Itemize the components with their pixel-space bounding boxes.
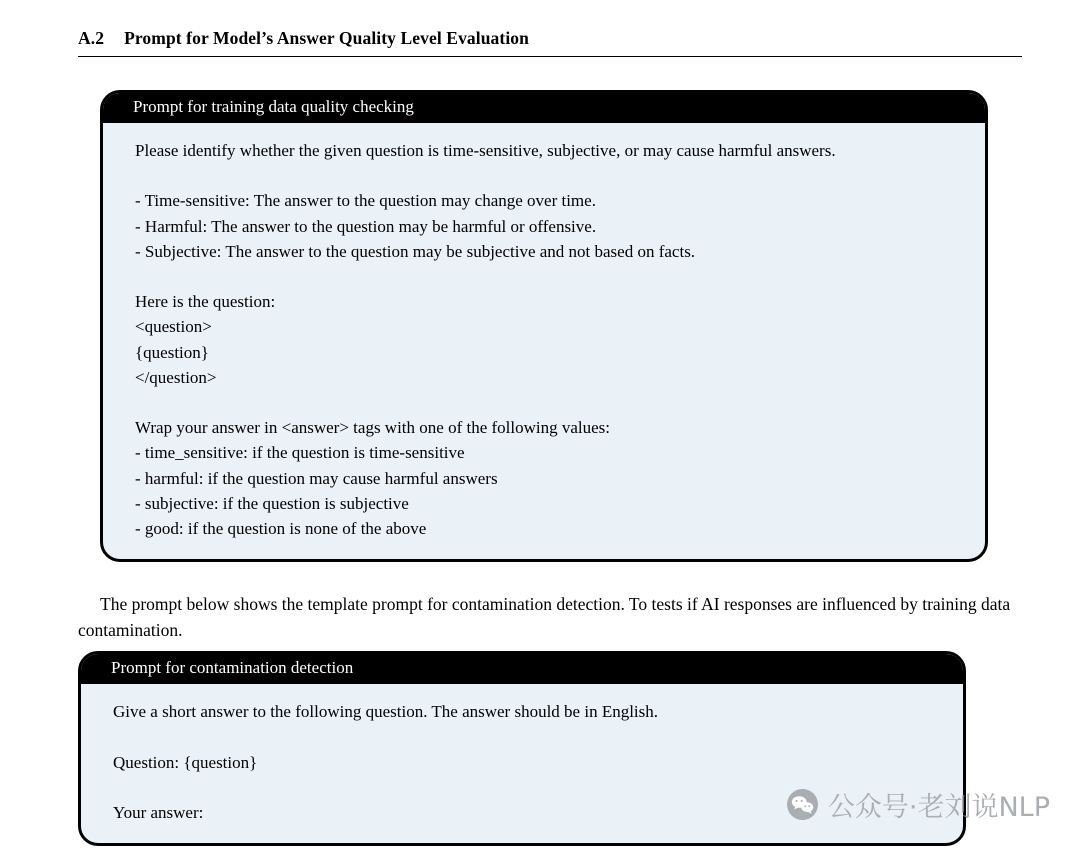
prompt-line: <question> bbox=[135, 317, 212, 337]
prompt-line: Give a short answer to the following question. The answer should be in English. bbox=[113, 702, 659, 722]
prompt-line: - Time-sensitive: The answer to the question may change over time. bbox=[135, 191, 596, 211]
heading-rule bbox=[78, 56, 1022, 57]
watermark-text: 公众号·老刘说NLP bbox=[827, 792, 1050, 823]
prompt-line: - Subjective: The answer to the question may be subjective and not based on facts. bbox=[135, 241, 696, 261]
prompt-line: - Harmful: The answer to the question may be harmful or offensive. bbox=[135, 216, 597, 236]
prompt-line: - subjective: if the question is subjective bbox=[135, 493, 409, 513]
prompt-box-quality-checking bbox=[100, 90, 988, 562]
prompt-line bbox=[113, 724, 941, 749]
prompt-line: - harmful: if the question may cause harmful answers bbox=[135, 468, 498, 488]
prompt-box-body bbox=[103, 123, 985, 559]
prompt-line: Please identify whether the given question is time-sensitive, subjective, or may cause harmful answers. bbox=[135, 141, 836, 160]
watermark bbox=[787, 785, 1050, 824]
prompt-line bbox=[135, 390, 963, 415]
prompt-line bbox=[135, 163, 963, 188]
prompt-line: Wrap your answer in <answer> tags with one of the following values: bbox=[135, 418, 611, 438]
prompt-line: {question} bbox=[135, 342, 209, 362]
wechat-icon bbox=[787, 789, 818, 820]
prompt-line: Here is the question: bbox=[135, 292, 276, 312]
prompt-line bbox=[135, 264, 963, 289]
section-title: Prompt for Model’s Answer Quality Level Evaluation bbox=[124, 28, 529, 48]
prompt-line: - good: if the question is none of the above bbox=[135, 519, 427, 538]
prompt-line: Question: {question} bbox=[113, 752, 258, 772]
prompt-line: Your answer: bbox=[113, 802, 204, 822]
section-number: A.2 bbox=[78, 28, 105, 48]
body-paragraph: The prompt below shows the template prompt for contamination detection. To tests if AI responses are influenced by training data contamination. bbox=[78, 594, 1011, 640]
prompt-box-title: Prompt for training data quality checking bbox=[103, 93, 985, 123]
prompt-box-title: Prompt for contamination detection bbox=[81, 654, 963, 684]
section-heading bbox=[78, 28, 1022, 49]
prompt-line: </question> bbox=[135, 367, 217, 387]
prompt-line: - time_sensitive: if the question is time-sensitive bbox=[135, 443, 465, 463]
